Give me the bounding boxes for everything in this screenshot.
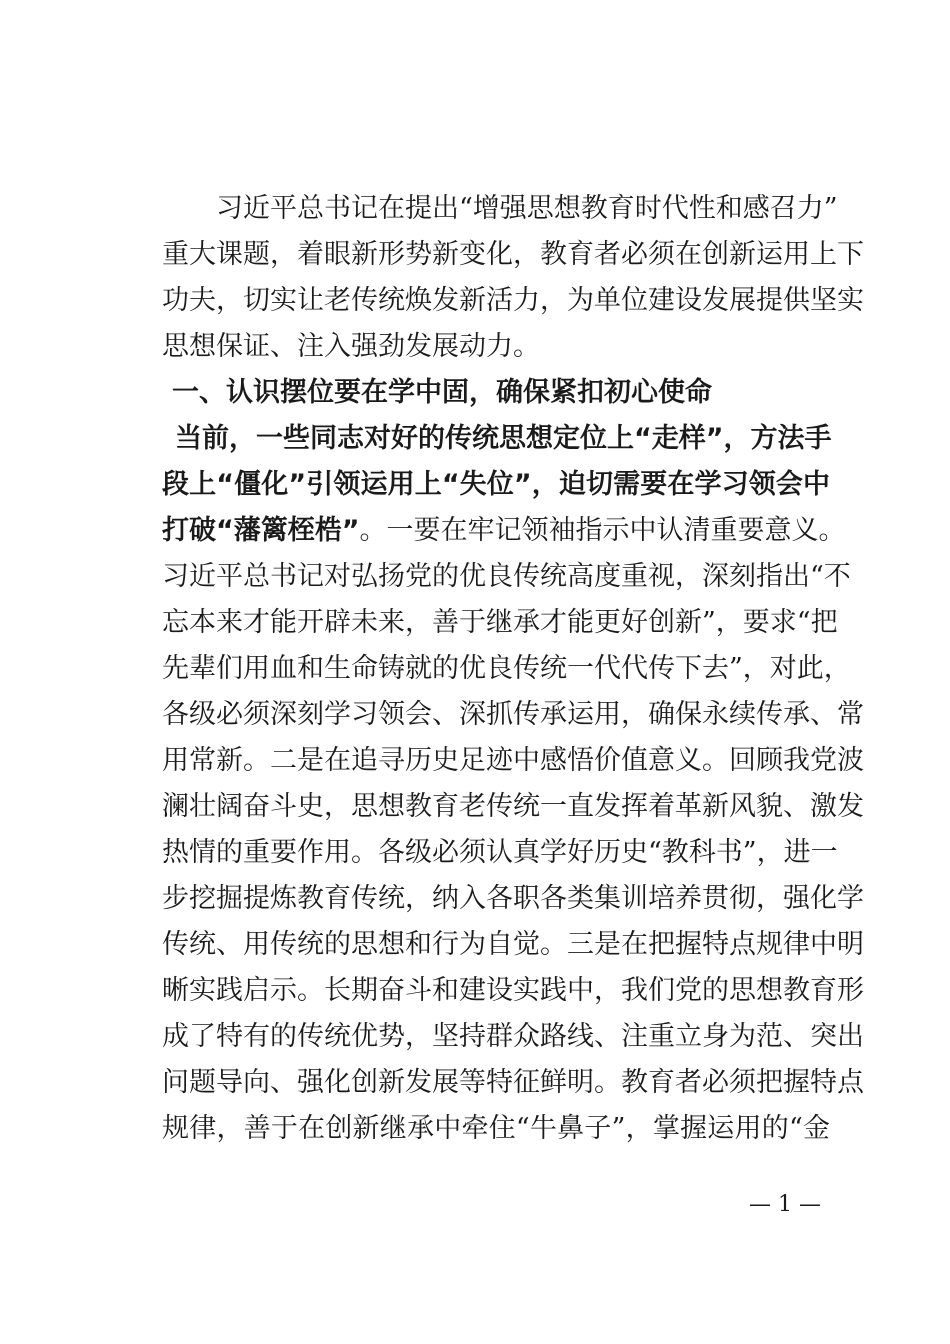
intro-line-3: 功夫，切实让老传统焕发新活力，为单位建设发展提供坚实 [162, 285, 864, 316]
intro-line-4: 思想保证、注入强劲发展动力。 [162, 331, 540, 362]
body-line-8: 步挖掘提炼教育传统，纳入各职各类集训培养贯彻，强化学 [162, 883, 864, 914]
section-heading: 一、认识摆位要在学中固，确保紧扣初心使命 [172, 377, 712, 408]
body-line-12: 问题导向、强化创新发展等特征鲜明。教育者必须把握特点 [162, 1067, 864, 1098]
bold-line-1: 当前，一些同志对好的传统思想定位上“走样”，方法手 [175, 423, 832, 454]
body-line-7: 热情的重要作用。各级必须认真学好历史“教科书”，进一 [162, 837, 838, 868]
body-line-13: 规律，善于在创新继承中牵住“牛鼻子”，掌握运用的“金 [162, 1113, 830, 1144]
body-line-5: 用常新。二是在追寻历史足迹中感悟价值意义。回顾我党波 [162, 745, 864, 776]
mixed-line [162, 508, 846, 554]
body-line-11: 成了特有的传统优势，坚持群众路线、注重立身为范、突出 [162, 1021, 864, 1052]
body-line-10: 晰实践启示。长期奋斗和建设实践中，我们党的思想教育形 [162, 975, 864, 1006]
intro-line-2: 重大课题，着眼新形势新变化，教育者必须在创新运用上下 [162, 239, 864, 270]
body-line-9: 传统、用传统的思想和行为自觉。三是在把握特点规律中明 [162, 929, 864, 960]
body-line-1: 习近平总书记对弘扬党的优良传统高度重视，深刻指出“不 [162, 561, 851, 592]
intro-line-1: 习近平总书记在提出“增强思想教育时代性和感召力” [216, 193, 838, 224]
body-line-6: 澜壮阔奋斗史，思想教育老传统一直发挥着革新风貌、激发 [162, 791, 864, 822]
page-number: — 1 — [749, 1192, 821, 1217]
bold-line-2: 段上“僵化”引领运用上“失位”，迫切需要在学习领会中 [162, 469, 830, 500]
mixed-line-bold: 打破“藩篱桎梏” [162, 515, 360, 546]
body-line-2: 忘本来才能开辟未来，善于继承才能更好创新”，要求“把 [162, 607, 838, 638]
body-line-3: 先辈们用血和生命铸就的优良传统一代代传下去”，对此， [162, 653, 851, 684]
mixed-line-normal: 。一要在牢记领袖指示中认清重要意义。 [359, 515, 846, 546]
body-line-4: 各级必须深刻学习领会、深抓传承运用，确保永续传承、常 [162, 699, 864, 730]
